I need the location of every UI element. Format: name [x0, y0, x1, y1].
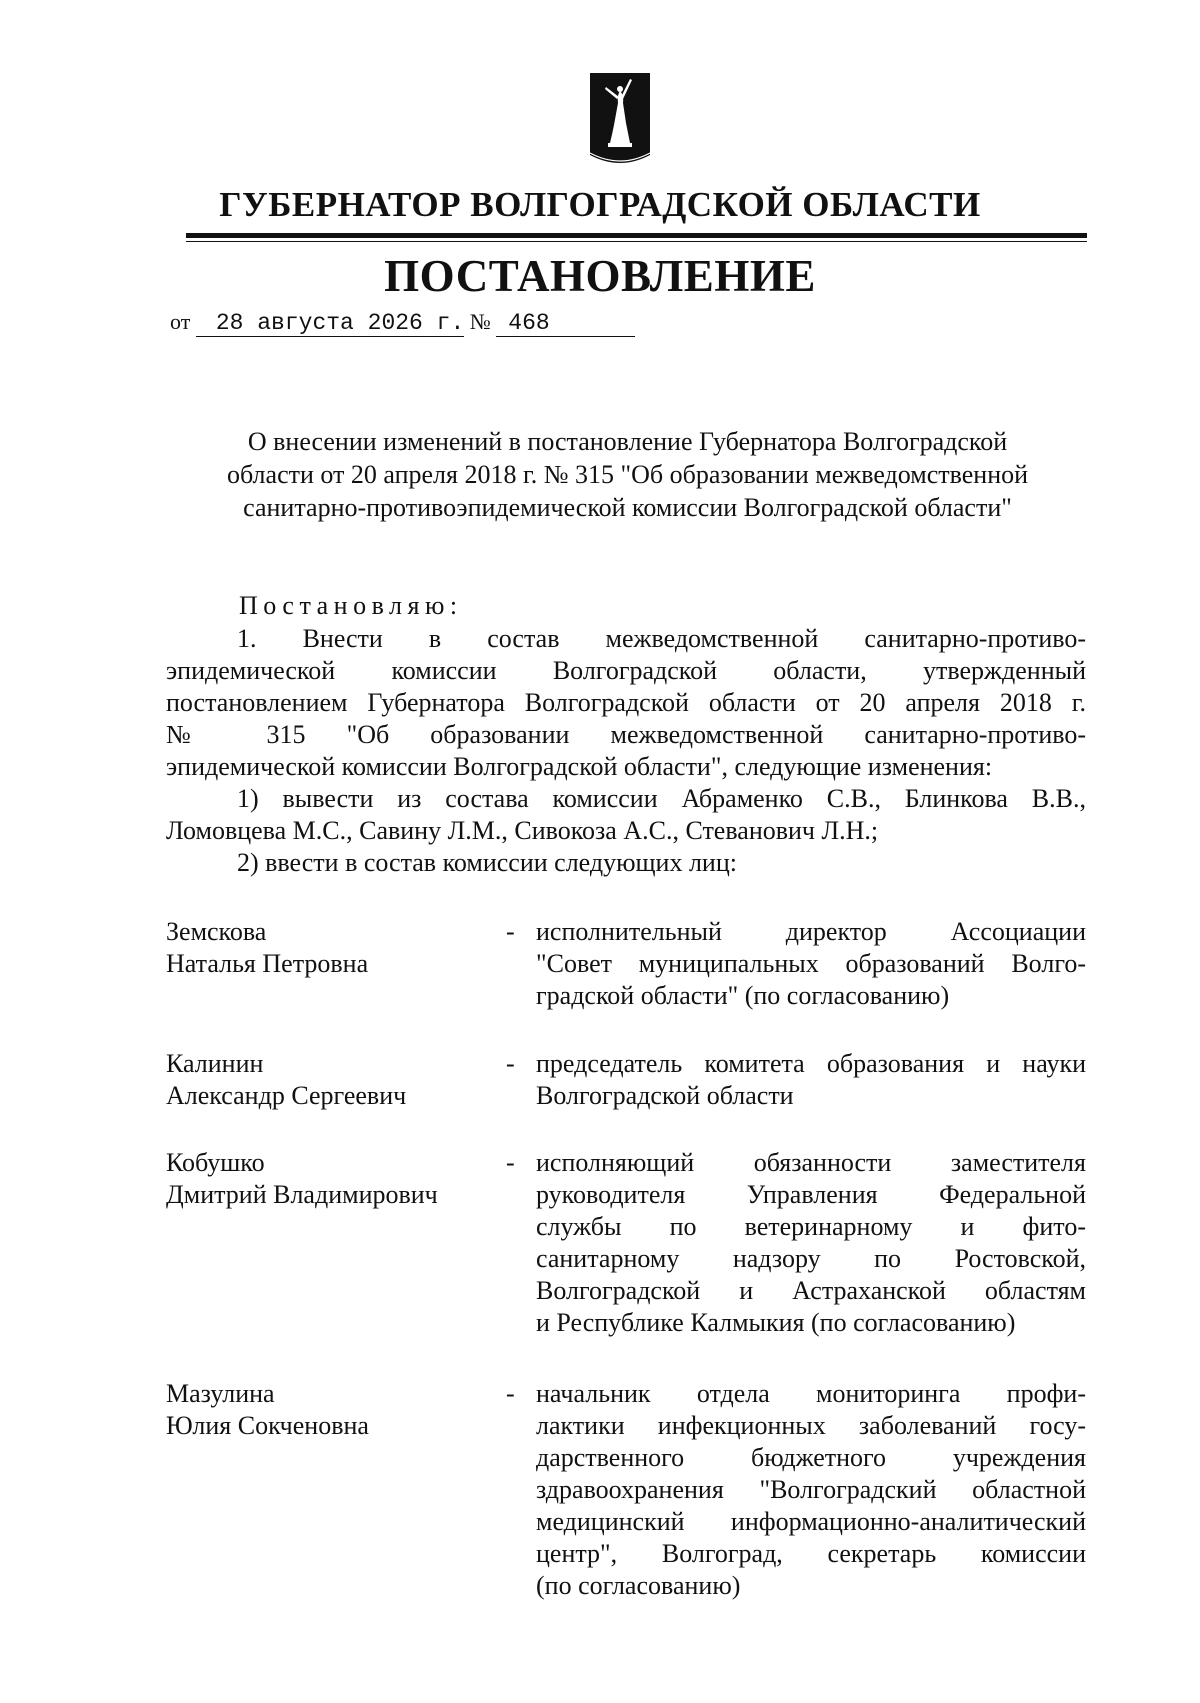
paragraph-line: эпидемической комиссии Волгоградской области", следующие изменения:: [166, 752, 993, 781]
paragraph-line: эпидемической комиссии Волгоградской области, утвержденный: [166, 656, 1086, 685]
member-dash: -: [506, 917, 515, 946]
subject-line: санитарно-противоэпидемической комиссии Волгоградской области": [243, 493, 1012, 522]
issuing-authority-title: ГУБЕРНАТОР ВОЛГОГРАДСКОЙ ОБЛАСТИ: [219, 185, 981, 224]
member-surname: Кобушко: [166, 1148, 265, 1177]
position-line: здравоохранения "Волгоградский областной: [536, 1475, 1086, 1504]
position-line: "Совет муниципальных образований Волго-: [536, 949, 1086, 978]
header-rule-thick: [186, 233, 1087, 238]
member-dash: -: [506, 1049, 515, 1078]
item-1-line: 1) вывести из состава комиссии Абраменко С.В., Блинкова В.В.,: [237, 784, 1086, 813]
member-given-name: Александр Сергеевич: [166, 1081, 407, 1110]
position-line: начальник отдела мониторинга профи-: [536, 1379, 1086, 1408]
member-position: [536, 1048, 1086, 1112]
position-line: медицинский информационно-аналитический: [536, 1507, 1086, 1536]
subject-line: О внесении изменений в постановление Губернатора Волгоградской: [247, 427, 1008, 456]
member-given-name: Наталья Петровна: [166, 949, 369, 978]
position-line: лактики инфекционных заболеваний госу-: [536, 1411, 1086, 1440]
position-line: санитарному надзору по Ростовской,: [536, 1244, 1086, 1273]
item-1-line: Ломовцева М.С., Савину Л.М., Сивокоза А.С., Стеванович Л.Н.;: [166, 816, 879, 845]
paragraph-line: № 315 "Об образовании межведомственной санитарно-противо-: [166, 720, 1086, 749]
position-line: исполнительный директор Ассоциации: [536, 917, 1086, 946]
position-line: Волгоградской и Астраханской областям: [536, 1276, 1086, 1305]
date-underline-lead: [196, 312, 216, 337]
member-position: [536, 1378, 1086, 1602]
position-line: председатель комитета образования и науки: [536, 1049, 1086, 1078]
position-line: руководителя Управления Федеральной: [536, 1180, 1086, 1209]
position-line: градской области" (по согласованию): [536, 981, 950, 1010]
position-line: центр", Волгоград, секретарь комиссии: [536, 1539, 1086, 1568]
document-type-title: ПОСТАНОВЛЕНИЕ: [384, 251, 816, 301]
position-line: (по согласованию): [536, 1571, 741, 1600]
paragraph-1: [166, 623, 1086, 879]
member-given-name: Юлия Сокченовна: [166, 1411, 369, 1440]
paragraph-line: 1. Внести в состав межведомственной санитарно-противо-: [237, 624, 1086, 653]
member-surname: Земскова: [166, 917, 267, 946]
member-position: [536, 916, 1086, 1012]
paragraph-line: постановлением Губернатора Волгоградской области от 20 апреля 2018 г.: [166, 688, 1086, 717]
number-label: №: [469, 309, 491, 334]
date-number-line: [170, 309, 635, 337]
member-surname: Мазулина: [166, 1379, 275, 1408]
header-rule-thin: [186, 241, 1087, 242]
member-name: [166, 1048, 406, 1112]
member-name: [166, 916, 368, 980]
position-line: Волгоградской области: [536, 1081, 794, 1110]
coat-of-arms-emblem: [590, 73, 650, 169]
member-name: [166, 1147, 438, 1211]
position-line: исполняющий обязанности заместителя: [536, 1148, 1086, 1177]
member-position: [536, 1147, 1086, 1339]
resolve-heading: Постановляю:: [239, 591, 463, 620]
member-dash: -: [506, 1148, 515, 1177]
member-dash: -: [506, 1379, 515, 1408]
item-2-line: 2) ввести в состав комиссии следующих лиц:: [237, 848, 737, 877]
number-underline-tail: [550, 312, 635, 337]
subject-line: области от 20 апреля 2018 г. № 315 "Об образовании межведомственной: [226, 460, 1029, 489]
member-surname: Калинин: [166, 1049, 264, 1078]
date-label: от: [170, 309, 191, 334]
position-line: и Республике Калмыкия (по согласованию): [536, 1308, 1016, 1337]
document-date: 28 августа 2026 г.: [215, 310, 465, 336]
document-subject: [160, 425, 1095, 524]
document-number: 468: [508, 310, 550, 336]
number-underline-lead: [496, 312, 508, 337]
position-line: дарственного бюджетного учреждения: [536, 1443, 1086, 1472]
member-name: [166, 1378, 369, 1442]
position-line: службы по ветеринарному и фито-: [536, 1212, 1086, 1241]
member-given-name: Дмитрий Владимирович: [166, 1180, 438, 1209]
